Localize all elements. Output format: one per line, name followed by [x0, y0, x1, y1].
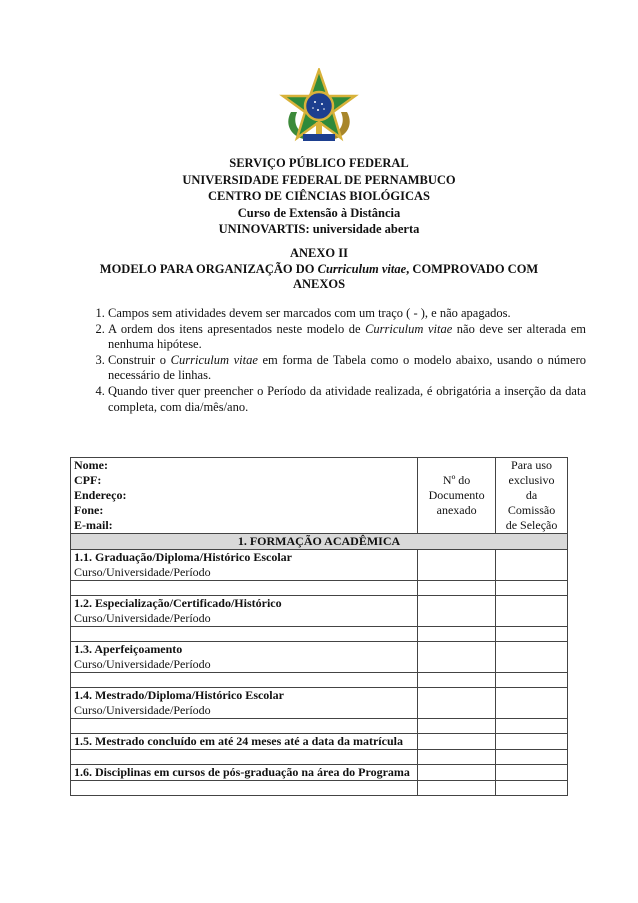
brazil-coat-of-arms-emblem — [277, 68, 361, 150]
item-cell: 1.1. Graduação/Diploma/Histórico Escolar Curso/Universidade/Período — [71, 550, 418, 581]
field-label-name: Nome: — [74, 458, 108, 472]
entry-row — [71, 673, 568, 688]
header-line-5: UNINOVARTIS: universidade aberta — [218, 222, 420, 236]
commission-use-header: Para uso exclusivo da Comissão de Seleção — [496, 458, 568, 534]
instructions-list — [70, 306, 586, 415]
emblem-sword — [316, 122, 322, 134]
item-cell: 1.5. Mestrado concluído em até 24 meses até a data da matrícula — [71, 734, 418, 750]
entry-row — [71, 719, 568, 734]
annex-title-suffix: , COMPROVADO COM — [406, 261, 539, 276]
header-line-4: Curso de Extensão à Distância — [237, 205, 401, 220]
doc-cell[interactable] — [418, 688, 496, 719]
entry-row — [71, 781, 568, 796]
doc-number-header: Nº do Documento anexado — [418, 458, 496, 534]
commission-cell[interactable] — [496, 765, 568, 781]
header-line-1: SERVIÇO PÚBLICO FEDERAL — [229, 156, 409, 170]
doc-cell[interactable] — [418, 596, 496, 627]
section-title-row — [71, 534, 568, 550]
header-line-2: UNIVERSIDADE FEDERAL DE PERNAMBUCO — [182, 172, 456, 187]
header-line-3: CENTRO DE CIÊNCIAS BIOLÓGICAS — [208, 189, 430, 203]
instruction-item: 1. Campos sem atividades devem ser marcados com um traço ( - ), e não apagados. — [108, 306, 586, 322]
entry-row — [71, 627, 568, 642]
item-cell: 1.2. Especialização/Certificado/Histórico Curso/Universidade/Período — [71, 596, 418, 627]
emblem-ribbon — [303, 134, 335, 141]
annex-title-italic: Curriculum vitae — [317, 261, 407, 276]
institution-header — [0, 155, 638, 238]
item-row — [71, 550, 568, 581]
field-label-cpf: CPF: — [74, 473, 102, 487]
instruction-item: 3. Construir o Curriculum vitae em forma de Tabela como o modelo abaixo, usando o número necessário de linhas. — [108, 353, 586, 384]
section-title: 1. FORMAÇÃO ACADÊMICA — [71, 534, 568, 550]
annex-title — [70, 262, 568, 278]
doc-cell[interactable] — [418, 734, 496, 750]
item-row — [71, 734, 568, 750]
item-cell: 1.3. Aperfeiçoamento Curso/Universidade/Período — [71, 642, 418, 673]
curriculum-form-table — [70, 457, 568, 796]
item-cell: 1.4. Mestrado/Diploma/Histórico Escolar Curso/Universidade/Período — [71, 688, 418, 719]
doc-cell[interactable] — [418, 642, 496, 673]
commission-cell[interactable] — [496, 596, 568, 627]
item-row — [71, 596, 568, 627]
doc-cell[interactable] — [418, 765, 496, 781]
personal-info-cell[interactable] — [71, 458, 418, 534]
personal-info-row — [71, 458, 568, 534]
item-row — [71, 688, 568, 719]
annex-heading — [70, 246, 568, 293]
field-label-phone: Fone: — [74, 503, 104, 517]
commission-cell[interactable] — [496, 734, 568, 750]
doc-cell[interactable] — [418, 550, 496, 581]
field-label-email: E-mail: — [74, 518, 113, 532]
entry-row — [71, 750, 568, 765]
commission-cell[interactable] — [496, 550, 568, 581]
annex-label: ANEXO II — [290, 246, 348, 260]
instruction-item: 2. A ordem dos itens apresentados neste modelo de Curriculum vitae não deve ser alterada em nenhuma hipótese. — [108, 322, 586, 353]
annex-title-line-2: ANEXOS — [292, 277, 346, 291]
instruction-item: 4. Quando tiver quer preencher o Período da atividade realizada, é obrigatória a inserção da data completa, com dia/mês/ano. — [108, 384, 586, 415]
entry-row — [71, 581, 568, 596]
annex-title-prefix: MODELO PARA ORGANIZAÇÃO DO — [99, 261, 318, 276]
commission-cell[interactable] — [496, 688, 568, 719]
item-cell: 1.6. Disciplinas em cursos de pós-graduação na área do Programa — [71, 765, 418, 781]
item-row — [71, 642, 568, 673]
commission-cell[interactable] — [496, 642, 568, 673]
item-row — [71, 765, 568, 781]
emblem-globe — [305, 92, 333, 120]
field-label-address: Endereço: — [74, 488, 127, 502]
